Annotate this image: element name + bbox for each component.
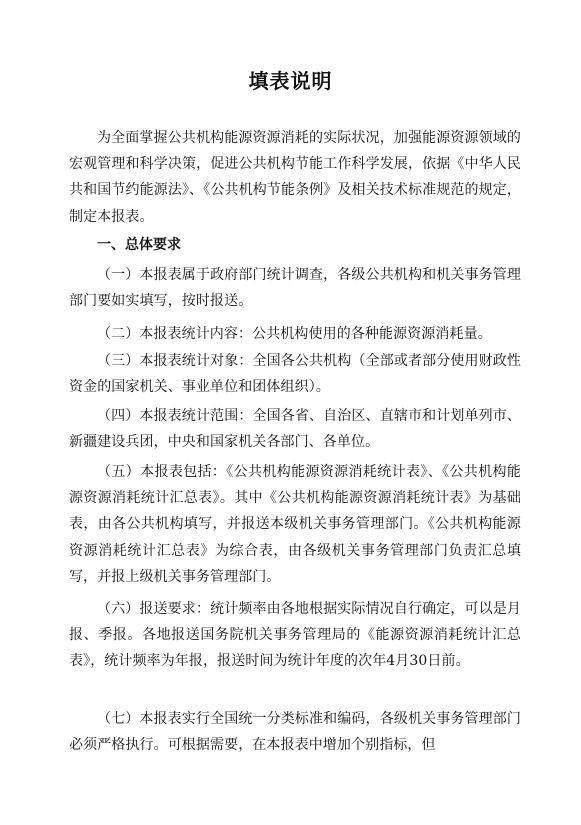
item-paragraph-7: （七）本报表实行全国统一分类标准和编码，各级机关事务管理部门必须严格执行。可根据需要，在本报表中增加个别指标，但 [69,711,521,754]
intro-paragraph: 为全面掌握公共机构能源资源消耗的实际状况，加强能源资源领域的宏观管理和科学决策，促进公共机构节能工作科学发展，依据《中华人民共和国节约能源法》、《公共机构节能条例》及相关技术标准规范的规定，制定本报表。 [69,130,521,225]
item-paragraph-2: （二）本报表统计内容：公共机构使用的各种能源资源消耗量。 [97,326,492,342]
section-heading-general-requirements: 一、总体要求 [97,237,181,253]
document-title: 填表说明 [248,69,333,93]
item-paragraph-6: （六）报送要求：统计频率由各地根据实际情况自行确定，可以是月报、季报。各地报送国务院机关事务管理局的《能源资源消耗统计汇总表》，统计频率为年报，报送时间为统计年度的次年4月30日前。 [69,601,521,670]
item-paragraph-5: （五）本报表包括：《公共机构能源资源消耗统计表》、《公共机构能源资源消耗统计汇总表》。其中《公共机构能源资源消耗统计表》为基础表，由各公共机构填写，并报送本级机关事务管理部门。《公共机构能源资源消耗统计汇总表》为综合表，由各级机关事务管理部门负责汇总填写，并报上级机关事务管理部门。 [69,464,521,585]
item-paragraph-4: （四）本报表统计范围：全国各省、自治区、直辖市和计划单列市、新疆建设兵团，中央和国家机关各部门、各单位。 [69,408,521,451]
item-paragraph-3: （三）本报表统计对象：全国各公共机构（全部或者部分使用财政性资金的国家机关、事业单位和团体组织）。 [69,353,521,396]
item-paragraph-1: （一）本报表属于政府部门统计调查，各级公共机构和机关事务管理部门要如实填写，按时报送。 [69,267,521,310]
